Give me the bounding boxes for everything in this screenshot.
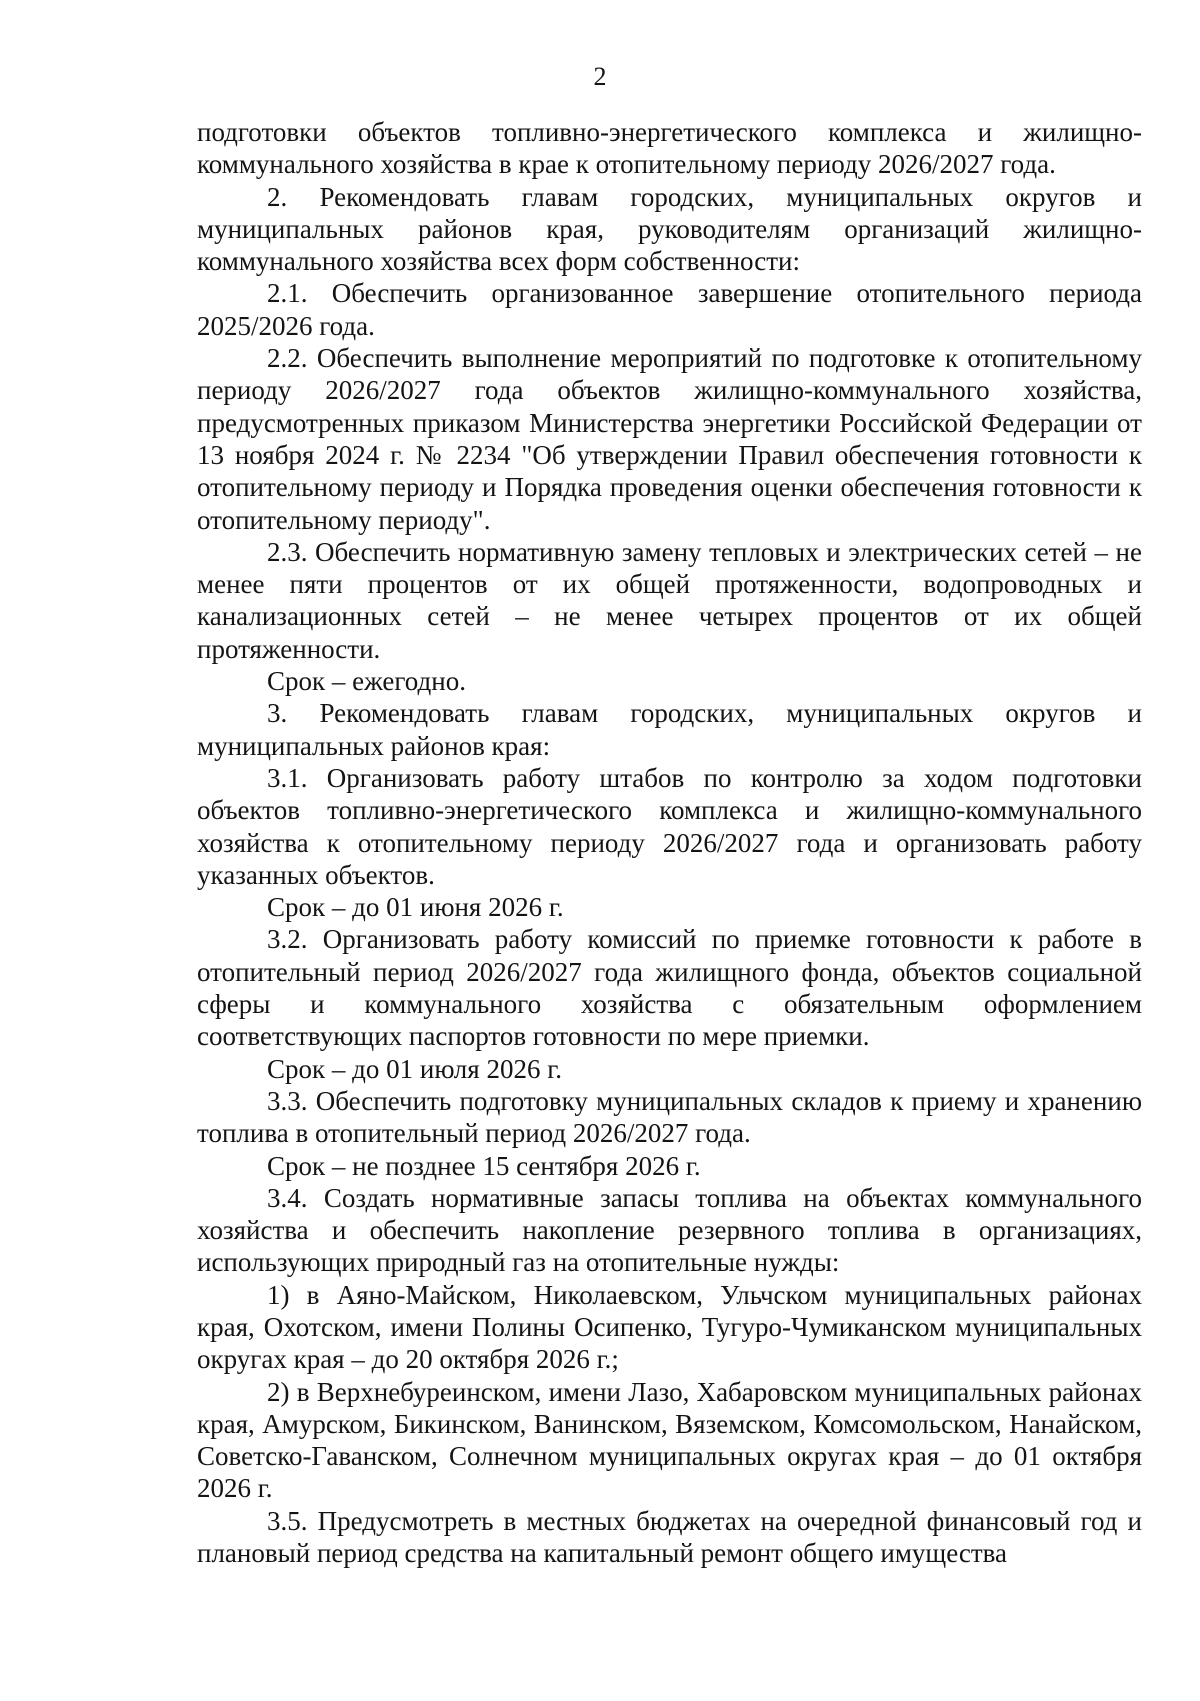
deadline-july: Срок – до 01 июля 2026 г.: [267, 1053, 562, 1084]
paragraph-item-3-1: 3.1. Организовать работу штабов по контролю за ходом подготовки объектов топливно-энергетического комплекса и жилищно-коммунального хозяйства к отопительному периоду 2026/2027 года и организовать работу указанных объектов.: [197, 762, 1142, 890]
paragraph-item-3: 3. Рекомендовать главам городских, муниципальных округов и муниципальных районов края:: [197, 698, 1142, 761]
paragraph-item-3-5: 3.5. Предусмотреть в местных бюджетах на очередной финансовый год и плановый период средства на капитальный ремонт общего имущества: [197, 1505, 1142, 1569]
paragraph-subitem-1: 1) в Аяно-Майском, Николаевском, Ульчском муниципальных районах края, Охотском, имени Полины Осипенко, Тугуро-Чумиканском муниципальных округах края – до 20 октября 2026 г.;: [197, 1279, 1142, 1375]
paragraph-continuation: подготовки объектов топливно-энергетического комплекса и жилищно-коммунального хозяйства в крае к отопительному периоду 2026/2027 года.: [197, 117, 1142, 180]
deadline-june: Срок – до 01 июня 2026 г.: [267, 892, 564, 923]
paragraph-item-3-2: 3.2. Организовать работу комиссий по приемке готовности к работе в отопительный период 2026/2027 года жилищного фонда, объектов социальной сферы и коммунального хозяйства с обязательным оформлением соответствующих паспортов готовности по мере приемки.: [197, 924, 1142, 1052]
paragraph-item-3-3: 3.3. Обеспечить подготовку муниципальных складов к приему и хранению топлива в отопительный период 2026/2027 года.: [197, 1085, 1142, 1149]
deadline-september: Срок – не позднее 15 сентября 2026 г.: [267, 1150, 701, 1181]
deadline-annual: Срок – ежегодно.: [267, 666, 466, 697]
paragraph-item-2-3: 2.3. Обеспечить нормативную замену тепловых и электрических сетей – не менее пяти процентов от их общей протяженности, водопроводных и канализационных сетей – не менее четырех процентов от их общей протяженности.: [197, 536, 1142, 664]
paragraph-item-2-2: 2.2. Обеспечить выполнение мероприятий по подготовке к отопительному периоду 2026/2027 года объектов жилищно-коммунального хозяйства, предусмотренных приказом Министерства энергетики Российской Федерации от 13 ноября 2024 г. № 2234 "Об утверждении Правил обеспечения готовности к отопительному периоду и Порядка проведения оценки обеспечения готовности к отопительному периоду".: [197, 343, 1142, 535]
page-number: 2: [593, 62, 607, 91]
paragraph-item-2: 2. Рекомендовать главам городских, муниципальных округов и муниципальных районов края, руководителям организаций жилищно-коммунального хозяйства всех форм собственности:: [197, 181, 1142, 277]
paragraph-item-2-1: 2.1. Обеспечить организованное завершение отопительного периода 2025/2026 года.: [197, 278, 1142, 341]
paragraph-item-3-4: 3.4. Создать нормативные запасы топлива на объектах коммунального хозяйства и обеспечить накопление резервного топлива в организациях, использующих природный газ на отопительные нужды:: [197, 1182, 1142, 1278]
document-body: [197, 116, 1142, 1569]
paragraph-subitem-2: 2) в Верхнебуреинском, имени Лазо, Хабаровском муниципальных районах края, Амурском, Бикинском, Ванинском, Вяземском, Комсомольском, Нанайском, Советско-Гаванском, Солнечном муниципальных округах края – до 01 октября 2026 г.: [197, 1376, 1142, 1504]
